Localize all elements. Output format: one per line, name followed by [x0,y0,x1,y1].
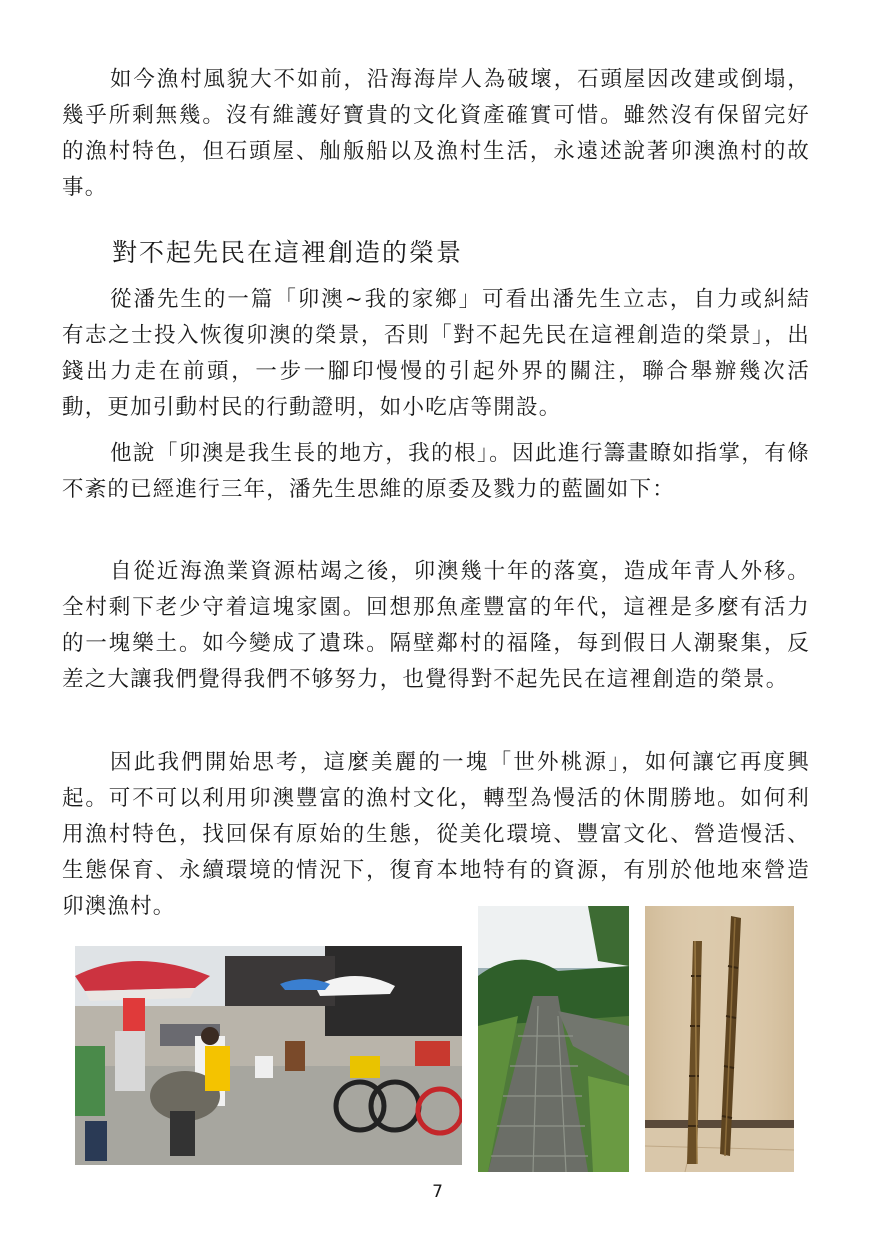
paragraph-my-roots: 他說「卯澳是我生長的地方，我的根」。因此進行籌畫瞭如指掌，有條不紊的已經進行三年，潘先生思維的原委及戮力的藍圖如下： [62,441,810,502]
photo-village-gathering [75,946,462,1165]
paragraph-revival-plan: 因此我們開始思考，這麼美麗的一塊「世外桃源」，如何讓它再度興起。可不可以利用卯澳豐富的漁村文化，轉型為慢活的休閒勝地。如何利用漁村特色，找回保有原始的生態，從美化環境、豐富文化、營造慢活、生態保育、永續環境的情況下，復育本地特有的資源，有別於他地來營造卯澳漁村。 [62,750,810,919]
photo-bamboo-poles [645,906,794,1172]
paragraph-fishing-village-decline: 如今漁村風貌大不如前，沿海海岸人為破壞，石頭屋因改建或倒塌，幾乎所剩無幾。沒有維護好寶貴的文化資產確實可惜。雖然沒有保留完好的漁村特色，但石頭屋、舢舨船以及漁村生活，永遠述說著卯澳漁村的故事。 [62,67,810,200]
section-heading: 對不起先民在這裡創造的榮景 [112,238,464,267]
paragraph-resource-depletion: 自從近海漁業資源枯竭之後，卯澳幾十年的落寞，造成年青人外移。全村剩下老少守着這塊家園。回想那魚產豐富的年代，這裡是多麼有活力的一塊樂土。如今變成了遺珠。隔壁鄰村的福隆，每到假日人潮聚集，反差之大讓我們覺得我們不够努力，也覺得對不起先民在這裡創造的榮景。 [62,559,810,692]
photo-stone-path [478,906,629,1172]
paragraph-pan-article: 從潘先生的一篇「卯澳~我的家鄉」可看出潘先生立志，自力或糾結有志之士投入恢復卯澳的榮景，否則「對不起先民在這裡創造的榮景」，出錢出力走在前頭，一步一腳印慢慢的引起外界的關注，聯合舉辦幾次活動，更加引動村民的行動證明，如小吃店等開設。 [62,287,810,420]
page-number: 7 [432,1182,443,1202]
